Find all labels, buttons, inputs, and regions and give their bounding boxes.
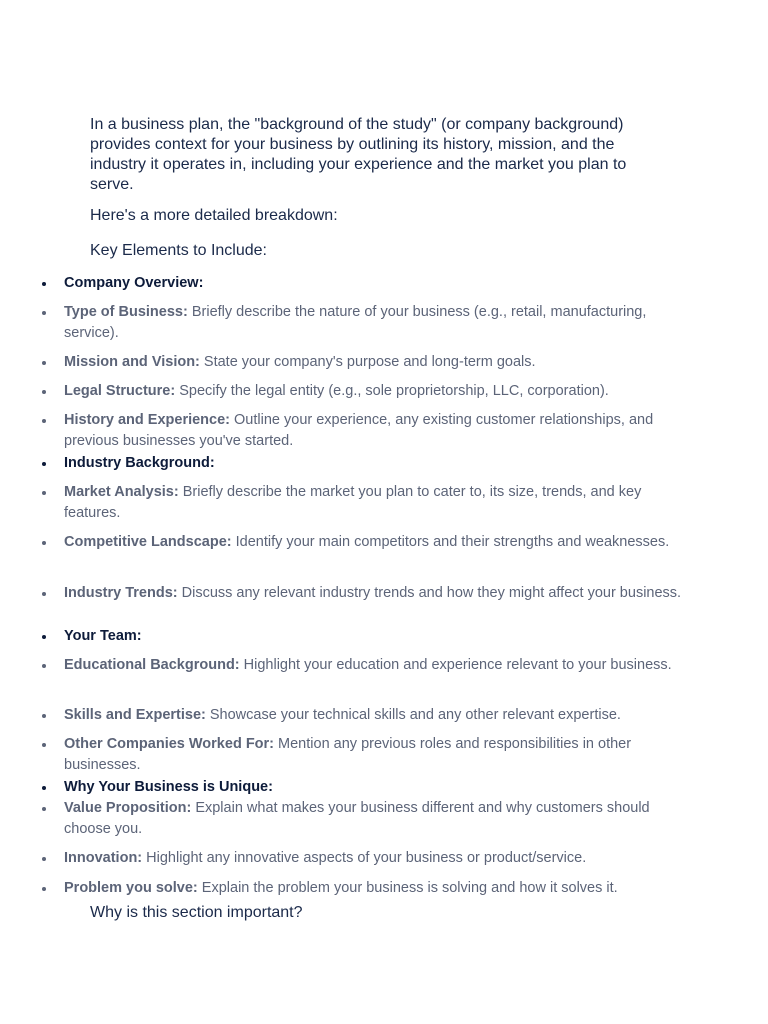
closing-question: Why is this section important? [90,904,303,921]
intro-paragraph: In a business plan, the "background of the study" (or company background) provides context for your business by outlining its history, mission, and the industry it operates in, including your experience and the market you plan to serve. [90,116,627,193]
list-item-term: History and Experience: [64,412,230,428]
list-item [64,705,684,726]
list-item-term: Innovation: [64,850,143,866]
list-item-text: Mention any previous roles and responsibilities in other businesses. [64,736,632,773]
unique-heading: Why Your Business is Unique: [64,777,684,798]
list-item-term: Value Proposition: [64,800,192,816]
list-item-text: Highlight your education and experience relevant to your business. [239,657,672,673]
list-item-term: Problem you solve: [64,880,198,896]
list-item-term: Legal Structure: [64,383,176,399]
list-item [64,410,684,452]
list-item-text: Outline your experience, any existing customer relationships, and previous businesses you've started. [64,412,654,449]
list-item [64,878,684,899]
list-item [64,734,684,776]
list-item-term: Market Analysis: [64,484,179,500]
list-item [64,352,684,373]
list-item [64,532,684,553]
list-item-text: Briefly describe the nature of your business (e.g., retail, manufacturing, service). [64,304,647,341]
list-item-text: Identify your main competitors and their strengths and weaknesses. [231,534,670,550]
list-item [64,302,684,344]
list-item-text: Discuss any relevant industry trends and how they might affect your business. [177,585,682,601]
industry-background-heading: Industry Background: [64,453,684,474]
list-item [64,655,684,676]
list-item [64,583,684,604]
list-item-term: Educational Background: [64,657,240,673]
list-item-text: Showcase your technical skills and any other relevant expertise. [205,707,621,723]
list-item-text: Explain the problem your business is solving and how it solves it. [197,880,618,896]
list-item-text: Specify the legal entity (e.g., sole proprietorship, LLC, corporation). [175,383,609,399]
list-item [64,482,684,524]
list-item-term: Competitive Landscape: [64,534,232,550]
list-item-term: Industry Trends: [64,585,178,601]
list-item-term: Mission and Vision: [64,354,200,370]
list-item-term: Type of Business: [64,304,188,320]
list-item-text: Briefly describe the market you plan to cater to, its size, trends, and key features. [64,484,642,521]
company-overview-heading: Company Overview: [64,273,684,294]
breakdown-line: Here's a more detailed breakdown: [90,207,338,224]
your-team-heading: Your Team: [64,626,684,647]
list-item-text: Explain what makes your business different and why customers should choose you. [64,800,650,837]
list-item-text: State your company's purpose and long-term goals. [199,354,536,370]
list-item-term: Skills and Expertise: [64,707,206,723]
list-item [64,381,684,402]
list-item [64,798,684,840]
list-item [64,848,684,869]
list-item-text: Highlight any innovative aspects of your business or product/service. [142,850,587,866]
list-item-term: Other Companies Worked For: [64,736,275,752]
key-elements-heading: Key Elements to Include: [90,242,267,259]
